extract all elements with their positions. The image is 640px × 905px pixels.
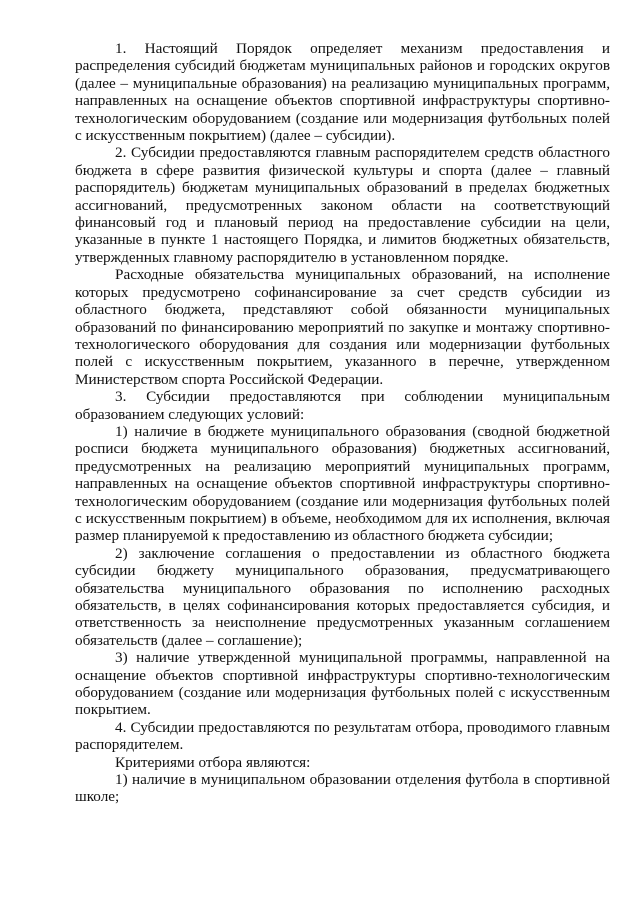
paragraph-2: 2. Субсидии предоставляются главным распорядителем средств областного бюджета в сфере развития физической культуры и спорта (далее – главный распорядитель) бюджетам муниципальных образований в пределах бюджетных ассигнований, предусмотренных законом области на соответствующий финансовый год и плановый период на предоставление субсидии на цели, указанные в пункте 1 настоящего Порядка, и лимитов бюджетных обязательств, утвержденных главному распорядителю в установленном порядке.: [75, 144, 610, 266]
paragraph-1: 1. Настоящий Порядок определяет механизм предоставления и распределения субсидий бюджетам муниципальных районов и городских округов (далее – муниципальные образования) на реализацию муниципальных программ, направленных на оснащение объектов спортивной инфраструктуры спортивно-технологическим оборудованием (создание или модернизация футбольных полей с искусственным покрытием) (далее – субсидии).: [75, 40, 610, 145]
paragraph-5: 1) наличие в бюджете муниципального образования (сводной бюджетной росписи бюджета муниципального образования) бюджетных ассигнований, предусмотренных на реализацию мероприятий муниципальных программ, направленных на оснащение объектов спортивной инфраструктуры спортивно-технологическим оборудованием (создание или модернизация футбольных полей с искусственным покрытием) в объеме, необходимом для их исполнения, включая размер планируемой к предоставлению из областного бюджета субсидии;: [75, 422, 610, 545]
paragraph-8: 4. Субсидии предоставляются по результатам отбора, проводимого главным распорядителем.: [75, 718, 610, 754]
paragraph-4: 3. Субсидии предоставляются при соблюдении муниципальным образованием следующих условий:: [75, 388, 610, 423]
paragraph-6: 2) заключение соглашения о предоставлении из областного бюджета субсидии бюджету муниципального образования, предусматривающего обязательства муниципального образования по исполнению расходных обязательств, в целях софинансирования которых предоставляется субсидия, и ответственность за неисполнение предусмотренных указанным соглашением обязательств (далее – соглашение);: [75, 544, 610, 649]
paragraph-9: Критериями отбора являются:: [115, 753, 311, 771]
document-page: [75, 40, 610, 806]
paragraph-7: 3) наличие утвержденной муниципальной программы, направленной на оснащение объектов спортивной инфраструктуры спортивно-технологическим оборудованием (создание или модернизация футбольных полей с искусственным покрытием.: [75, 649, 610, 719]
paragraph-10: 1) наличие в муниципальном образовании отделения футбола в спортивной школе;: [75, 771, 610, 806]
paragraph-3: Расходные обязательства муниципальных образований, на исполнение которых предусмотрено софинансирование за счет средств субсидии из областного бюджета, представляют собой обязанности муниципальных образований по финансированию мероприятий по закупке и монтажу спортивно-технологического оборудования для создания или модернизации футбольных полей с искусственным покрытием, указанного в перечне, утвержденном Министерством спорта Российской Федерации.: [75, 266, 610, 388]
